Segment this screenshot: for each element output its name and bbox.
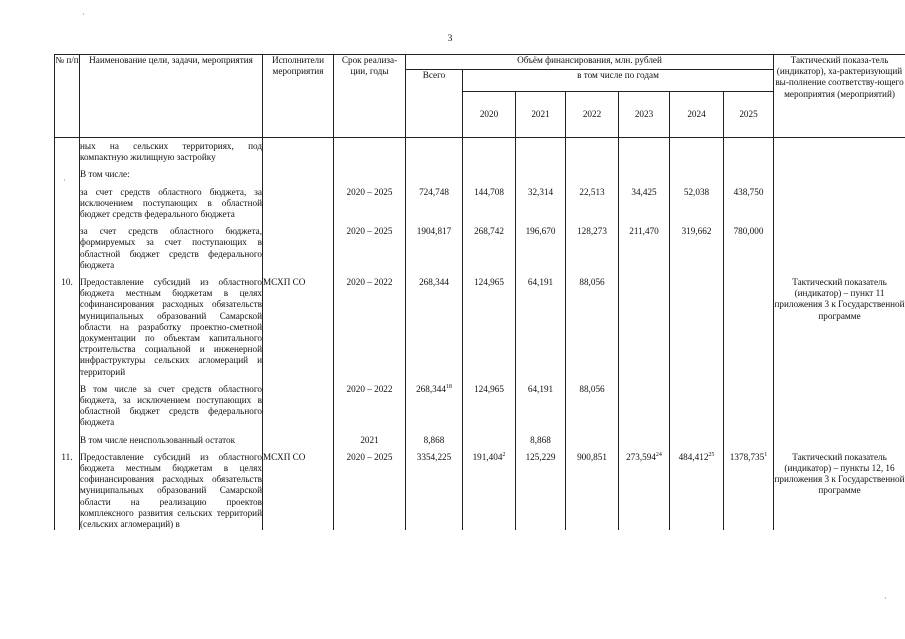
row-indicator <box>774 435 905 446</box>
row-year-value <box>619 384 670 429</box>
row-year-value: 144,708 <box>463 187 516 221</box>
row-year-value <box>463 435 516 446</box>
row-year-value <box>724 435 774 446</box>
header-year-2021: 2021 <box>516 92 566 138</box>
row-year-value <box>566 435 619 446</box>
row-year-value: 88,056 <box>566 384 619 429</box>
row-period: 2020 – 2022 <box>334 277 406 378</box>
table-row <box>55 138 905 164</box>
row-year-value <box>463 138 516 164</box>
row-year-value: 124,965 <box>463 384 516 429</box>
row-year-value <box>670 384 724 429</box>
row-year-value <box>619 169 670 180</box>
table-row <box>55 169 905 180</box>
row-executor <box>263 435 334 446</box>
header-year-2022: 2022 <box>566 92 619 138</box>
row-total: 724,748 <box>406 187 463 221</box>
row-total <box>406 169 463 180</box>
row-year-value <box>619 435 670 446</box>
row-year-value: 273,594$^{24}$ <box>619 452 670 530</box>
row-total: 8,868 <box>406 435 463 446</box>
row-year-value: 52,038 <box>670 187 724 221</box>
row-year-value <box>463 169 516 180</box>
row-year-value <box>619 138 670 164</box>
header-name: Наименование цели, задачи, мероприятия <box>80 55 263 138</box>
row-year-value: 8,868 <box>516 435 566 446</box>
row-executor <box>263 187 334 221</box>
row-year-value: 124,965 <box>463 277 516 378</box>
header-indicator: Тактический показа-тель (индикатор), ха-рактеризующий вы-полнение соответству-ющего мероприятия (мероприятий) <box>774 55 905 138</box>
row-period: 2021 <box>334 435 406 446</box>
row-year-value: 438,750 <box>724 187 774 221</box>
row-year-value <box>670 277 724 378</box>
row-year-value: 125,229 <box>516 452 566 530</box>
row-year-value <box>516 138 566 164</box>
table-row <box>55 226 905 271</box>
row-num <box>55 169 80 180</box>
table-body <box>55 138 905 531</box>
table-row <box>55 277 905 378</box>
row-year-value <box>724 384 774 429</box>
header-year-2025: 2025 <box>724 92 774 138</box>
row-year-value <box>566 169 619 180</box>
header-executors: Исполнители мероприятия <box>263 55 334 138</box>
row-year-value: 34,425 <box>619 187 670 221</box>
row-year-value <box>670 435 724 446</box>
row-name: В том числе: <box>80 169 263 180</box>
financing-table <box>54 54 905 530</box>
table-row <box>55 187 905 221</box>
row-year-value: 64,191 <box>516 277 566 378</box>
header-funding: Объём финансирования, млн. рублей <box>406 55 774 70</box>
row-year-value: 22,513 <box>566 187 619 221</box>
row-indicator: Тактический показатель (индикатор) – пункты 12, 16 приложения 3 к Государственной программе <box>774 452 905 530</box>
scan-speck: · <box>82 10 85 19</box>
row-name: В том числе за счет средств областного бюджета, за исключением поступающих в областной бюджет средств федерального бюджета <box>80 383 262 428</box>
row-year-value <box>724 277 774 378</box>
row-total: 3354,225 <box>406 452 463 530</box>
row-name: ных на сельских территориях, под компактную жилищную застройку <box>80 138 263 164</box>
row-year-value: 128,273 <box>566 226 619 271</box>
row-period: 2020 – 2022 <box>334 384 406 429</box>
row-name: за счет средств областного бюджета, за исключением поступающих в областной бюджет средств федерального бюджета <box>80 186 262 220</box>
row-total <box>406 138 463 164</box>
row-executor <box>263 169 334 180</box>
row-total: 268,344 <box>406 277 463 378</box>
row-year-value <box>670 169 724 180</box>
row-year-value: 191,404$^2$ <box>463 452 516 530</box>
row-indicator <box>774 138 905 164</box>
row-period: 2020 – 2025 <box>334 452 406 530</box>
row-executor: МСХП СО <box>263 452 334 530</box>
table-row <box>55 435 905 446</box>
row-year-value <box>724 138 774 164</box>
row-period: 2020 – 2025 <box>334 187 406 221</box>
row-indicator <box>774 169 905 180</box>
header-year-2024: 2024 <box>670 92 724 138</box>
row-executor <box>263 384 334 429</box>
row-period <box>334 138 406 164</box>
row-executor: МСХП СО <box>263 277 334 378</box>
row-year-value <box>566 138 619 164</box>
table-row <box>55 452 905 530</box>
row-year-value: 211,470 <box>619 226 670 271</box>
scan-speck: · <box>884 594 887 603</box>
row-year-value: 780,000 <box>724 226 774 271</box>
table-row <box>55 384 905 429</box>
row-year-value: 196,670 <box>516 226 566 271</box>
header-total: Всего <box>406 70 463 138</box>
row-year-value <box>724 169 774 180</box>
row-indicator: Тактический показатель (индикатор) – пункт 11 приложения 3 к Государственной программе <box>774 277 905 378</box>
header-period: Срок реализа-ции, годы <box>334 55 406 138</box>
row-period: 2020 – 2025 <box>334 226 406 271</box>
row-year-value <box>670 138 724 164</box>
scan-speck: · <box>63 176 66 185</box>
row-executor <box>263 226 334 271</box>
row-year-value: 1378,735$^1$ <box>724 452 774 530</box>
header-year-2020: 2020 <box>463 92 516 138</box>
row-indicator <box>774 187 905 221</box>
row-name: В том числе неиспользованный остаток <box>80 435 263 446</box>
row-year-value: 32,314 <box>516 187 566 221</box>
page-number: 3 <box>447 34 453 44</box>
header-by-years: в том числе по годам <box>463 70 774 92</box>
row-period <box>334 169 406 180</box>
row-num: 10. <box>55 277 80 378</box>
row-name: Предоставление субсидий из областного бюджета местным бюджетам в целях софинансирования расходных обязательств муниципальных образований Самарской области на реализацию проектов комплексного развития сельских территорий (сельских агломераций) в <box>80 451 262 530</box>
row-year-value: 268,742 <box>463 226 516 271</box>
row-indicator <box>774 226 905 271</box>
row-year-value: 900,851 <box>566 452 619 530</box>
row-executor <box>263 138 334 164</box>
row-total: 1904,817 <box>406 226 463 271</box>
header-year-2023: 2023 <box>619 92 670 138</box>
row-year-value <box>516 169 566 180</box>
row-year-value <box>619 277 670 378</box>
row-total: 268,344$^{18}$ <box>406 384 463 429</box>
row-num <box>55 384 80 429</box>
row-num <box>55 435 80 446</box>
row-name: Предоставление субсидий из областного бюджета местным бюджетам в целях софинансирования расходных обязательств муниципальных образований Самарской области на разработку проектно-сметной документации по объектам капитального строительства социальной и инженерной инфраструктуры сельских агломераций и территорий <box>80 277 262 377</box>
row-year-value: 484,412$^{25}$ <box>670 452 724 530</box>
row-num <box>55 187 80 221</box>
row-year-value: 319,662 <box>670 226 724 271</box>
row-year-value: 88,056 <box>566 277 619 378</box>
row-indicator <box>774 384 905 429</box>
row-num: 11. <box>55 452 80 530</box>
row-num <box>55 226 80 271</box>
header-num: № п/п <box>55 55 80 138</box>
row-name: за счет средств областного бюджета, формируемых за счет поступающих в областной бюджет средств федерального бюджета <box>80 226 262 270</box>
row-year-value: 64,191 <box>516 384 566 429</box>
row-num <box>55 138 80 164</box>
